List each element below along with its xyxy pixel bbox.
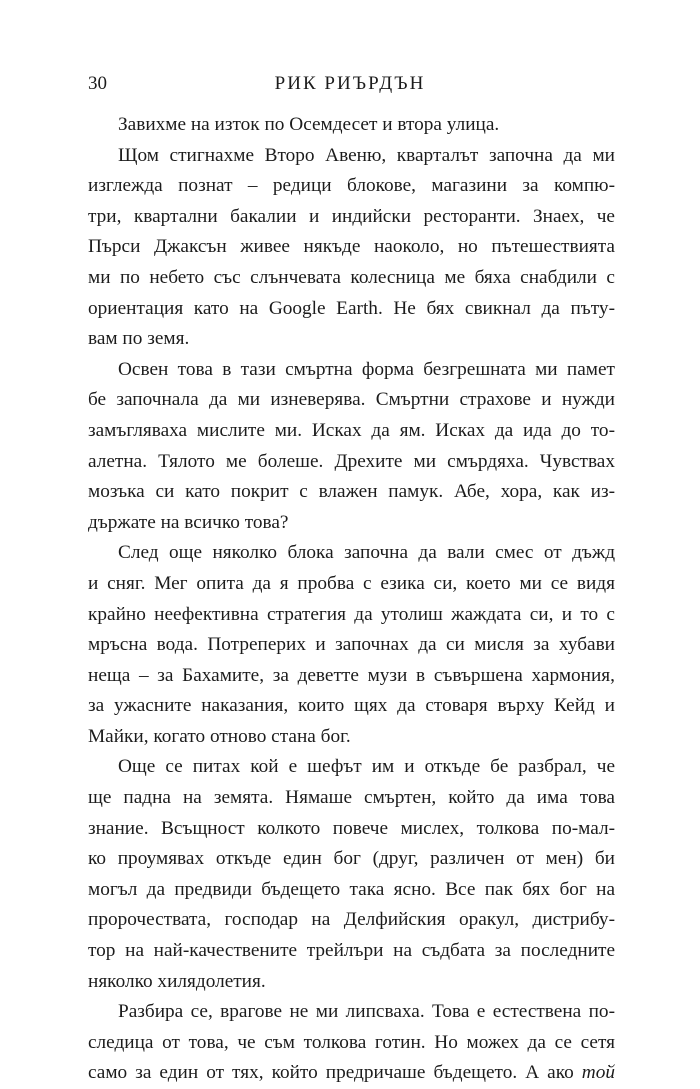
paragraph-4-line-7: Майки, когато отново стана бог. bbox=[88, 725, 351, 747]
paragraph-2-line-1: Щом стигнахме Второ Авеню, кварталът започна да ми bbox=[118, 144, 615, 166]
paragraph-3-line-6: държате на всичко това? bbox=[88, 511, 289, 533]
paragraph-3-line-3: замъгляваха мислите ми. Исках да ям. Исках да ида до то- bbox=[88, 419, 615, 441]
body-text bbox=[88, 110, 615, 1089]
paragraph-4-line-5: неща – за Бахамите, за деветте музи в съвършена хармония, bbox=[88, 664, 615, 686]
paragraph-5-line-1: Още се питах кой е шефът им и откъде бе разбрал, че bbox=[118, 756, 615, 778]
paragraph-5-line-5: могъл да предвиди бъдещето така ясно. Все пак бях бог на bbox=[88, 878, 615, 900]
paragraph-4-line-3: крайно неефективна стратегия да утолиш жаждата си, и то с bbox=[88, 603, 615, 625]
page-number: 30 bbox=[88, 73, 107, 94]
paragraph-2-line-7: вам по земя. bbox=[88, 328, 190, 350]
paragraph-6-line-3-text: само за един от тях, който предричаше бъдещето. А ако bbox=[88, 1062, 574, 1084]
paragraph-5-line-4: ко проумявах откъде един бог (друг, различен от мен) би bbox=[88, 848, 615, 870]
paragraph-5-line-6: пророчествата, господар на Делфийския оракул, дистрибу- bbox=[88, 909, 615, 931]
running-head: РИК РИЪРДЪН bbox=[274, 73, 426, 94]
paragraph-2-line-3: три, квартални бакалии и индийски ресторанти. Знаех, че bbox=[88, 205, 615, 227]
paragraph-4-line-4: мръсна вода. Потреперих и започнах да си мисля за хубави bbox=[88, 634, 615, 656]
paragraph-5-line-8: няколко хилядолетия. bbox=[88, 970, 266, 992]
paragraph-5-line-7: тор на най-качествените трейлъри на съдбата за последните bbox=[88, 940, 615, 962]
paragraph-3-line-5: мозъка си като покрит с влажен памук. Абе, хора, как из- bbox=[88, 481, 615, 503]
paragraph-2-line-2: изглежда познат – редици блокове, магазини за компю- bbox=[88, 175, 615, 197]
paragraph-4-line-1: След още няколко блока започна да вали смес от дъжд bbox=[118, 542, 615, 564]
paragraph-6-line-1: Разбира се, врагове не ми липсваха. Това е естествена по- bbox=[118, 1001, 615, 1023]
paragraph-4-line-6: за ужасните наказания, които щях да стоваря върху Кейд и bbox=[88, 695, 615, 717]
paragraph-2-line-4: Пърси Джаксън живее някъде наоколо, но пътешествията bbox=[88, 236, 615, 258]
paragraph-5-line-2: ще падна на земята. Нямаше смъртен, който да има това bbox=[88, 787, 615, 809]
paragraph-2-line-5: ми по небето със слънчевата колесница ме бяха снабдили с bbox=[88, 266, 615, 288]
paragraph-1-line-1: Завихме на изток по Осемдесет и втора улица. bbox=[118, 114, 500, 135]
italic-emphasis: той bbox=[581, 1062, 615, 1084]
paragraph-3-line-1: Освен това в тази смъртна форма безгрешната ми памет bbox=[118, 358, 615, 380]
paragraph-4-line-2: и сняг. Мег опита да я пробва с езика си, което ми се видя bbox=[88, 572, 615, 594]
paragraph-2-line-6: ориентация като на Google Earth. Не бях свикнал да пъту- bbox=[88, 297, 615, 319]
paragraph-6-line-3 bbox=[88, 1058, 615, 1089]
paragraph-3-line-4: алетна. Тялото ме болеше. Дрехите ми смърдяха. Чувствах bbox=[88, 450, 615, 472]
paragraph-6-line-2: следица от това, че съм толкова готин. Но можех да се сетя bbox=[88, 1031, 615, 1053]
paragraph-3-line-2: бе започнала да ми изневерява. Смъртни страхове и нужди bbox=[88, 389, 615, 411]
paragraph-5-line-3: знание. Всъщност колкото повече мислех, толкова по-мал- bbox=[88, 817, 615, 839]
